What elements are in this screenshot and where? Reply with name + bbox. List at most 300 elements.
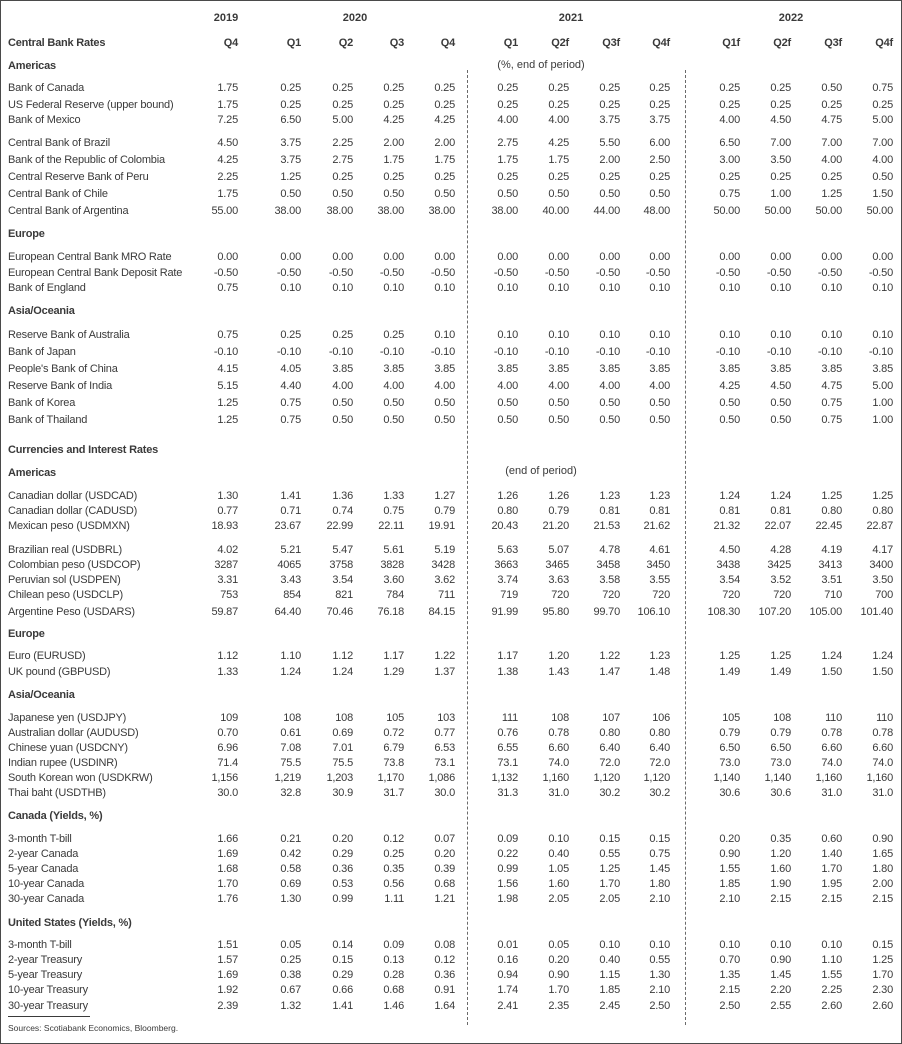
table-cell: 1.75 bbox=[217, 188, 238, 200]
table-row bbox=[0, 786, 902, 801]
table-cell: 1.23 bbox=[649, 490, 670, 502]
table-cell: 0.10 bbox=[649, 329, 670, 341]
table-cell: 0.69 bbox=[332, 727, 353, 739]
table-cell: 4.28 bbox=[770, 544, 791, 556]
table-cell: 1.69 bbox=[217, 969, 238, 981]
table-cell: 40.00 bbox=[542, 205, 569, 217]
table-cell: 0.80 bbox=[599, 727, 620, 739]
table-cell: -0.10 bbox=[868, 346, 893, 358]
table-cell: -0.10 bbox=[493, 346, 518, 358]
table-cell: 0.25 bbox=[383, 99, 404, 111]
table-cell: 4065 bbox=[277, 559, 301, 571]
table-cell: 0.13 bbox=[383, 954, 404, 966]
table-cell: 107.20 bbox=[758, 606, 791, 618]
section-header bbox=[0, 916, 902, 931]
table-cell: -0.50 bbox=[328, 267, 353, 279]
table-cell: 4.17 bbox=[872, 544, 893, 556]
table-cell: 3438 bbox=[716, 559, 740, 571]
table-cell: 108 bbox=[283, 712, 301, 724]
year-2022: 2022 bbox=[778, 12, 804, 24]
table-cell: 2.00 bbox=[434, 137, 455, 149]
table-cell: -0.10 bbox=[430, 346, 455, 358]
table-cell: 1.24 bbox=[719, 490, 740, 502]
table-cell: 0.78 bbox=[548, 727, 569, 739]
table-cell: 3.85 bbox=[770, 363, 791, 375]
table-cell: 0.50 bbox=[719, 414, 740, 426]
row-label: European Central Bank MRO Rate bbox=[8, 251, 172, 263]
table-cell: 0.25 bbox=[332, 99, 353, 111]
table-cell: 4.50 bbox=[719, 544, 740, 556]
table-cell: 0.75 bbox=[383, 505, 404, 517]
table-cell: 0.00 bbox=[383, 251, 404, 263]
section-label: Asia/Oceania bbox=[8, 689, 75, 701]
table-cell: 2.39 bbox=[217, 1000, 238, 1012]
table-cell: 30.0 bbox=[217, 787, 238, 799]
table-cell: 1.22 bbox=[599, 650, 620, 662]
table-cell: 0.00 bbox=[332, 251, 353, 263]
table-cell: 0.50 bbox=[383, 397, 404, 409]
table-cell: 0.56 bbox=[383, 878, 404, 890]
section-label: Canada (Yields, %) bbox=[8, 810, 103, 822]
table-cell: 0.25 bbox=[821, 171, 842, 183]
table-cell: 0.00 bbox=[649, 251, 670, 263]
table-cell: -0.50 bbox=[645, 267, 670, 279]
table-cell: 1.48 bbox=[649, 666, 670, 678]
table-cell: 50.00 bbox=[866, 205, 893, 217]
table-row bbox=[0, 665, 902, 680]
table-cell: 0.55 bbox=[599, 848, 620, 860]
table-cell: 0.25 bbox=[434, 82, 455, 94]
table-cell: 1.32 bbox=[280, 1000, 301, 1012]
table-cell: 0.25 bbox=[383, 848, 404, 860]
row-label: 2-year Canada bbox=[8, 848, 79, 860]
table-cell: 4.00 bbox=[821, 154, 842, 166]
table-row bbox=[0, 504, 902, 519]
table-cell: 5.47 bbox=[332, 544, 353, 556]
table-cell: 108 bbox=[551, 712, 569, 724]
table-cell: 1.41 bbox=[332, 1000, 353, 1012]
table-cell: 3.43 bbox=[280, 574, 301, 586]
table-cell: 0.50 bbox=[770, 414, 791, 426]
table-cell: 1,203 bbox=[326, 772, 353, 784]
table-cell: 0.25 bbox=[649, 171, 670, 183]
table-cell: 4.25 bbox=[217, 154, 238, 166]
table-cell: 0.15 bbox=[649, 833, 670, 845]
table-cell: 2.00 bbox=[599, 154, 620, 166]
table-cell: 0.25 bbox=[383, 82, 404, 94]
table-cell: 6.79 bbox=[383, 742, 404, 754]
table-cell: 2.60 bbox=[872, 1000, 893, 1012]
table-cell: 0.80 bbox=[497, 505, 518, 517]
table-cell: 2.30 bbox=[872, 984, 893, 996]
table-cell: 1,170 bbox=[377, 772, 404, 784]
row-label: Bank of the Republic of Colombia bbox=[8, 154, 165, 166]
quarter-header: Q1 bbox=[503, 37, 518, 49]
table-cell: 7.00 bbox=[872, 137, 893, 149]
table-cell: 1.75 bbox=[217, 82, 238, 94]
table-cell: 0.50 bbox=[497, 188, 518, 200]
table-cell: 0.76 bbox=[497, 727, 518, 739]
table-cell: 2.10 bbox=[649, 893, 670, 905]
table-cell: 19.91 bbox=[428, 520, 455, 532]
table-cell: 1,120 bbox=[643, 772, 670, 784]
table-cell: 0.20 bbox=[434, 848, 455, 860]
table-cell: 0.25 bbox=[770, 99, 791, 111]
table-cell: 0.35 bbox=[383, 863, 404, 875]
divider-2022 bbox=[685, 70, 686, 1025]
table-cell: 0.36 bbox=[332, 863, 353, 875]
table-cell: 0.74 bbox=[332, 505, 353, 517]
table-cell: -0.50 bbox=[276, 267, 301, 279]
table-row bbox=[0, 771, 902, 786]
table-row bbox=[0, 345, 902, 360]
table-cell: 3.51 bbox=[821, 574, 842, 586]
table-cell: 105 bbox=[386, 712, 404, 724]
table-cell: 1.76 bbox=[217, 893, 238, 905]
table-cell: 1.25 bbox=[217, 414, 238, 426]
row-label: 3-month T-bill bbox=[8, 939, 72, 951]
row-label: US Federal Reserve (upper bound) bbox=[8, 99, 174, 111]
table-cell: 2.20 bbox=[770, 984, 791, 996]
table-cell: 0.67 bbox=[280, 984, 301, 996]
table-cell: 3450 bbox=[646, 559, 670, 571]
table-row bbox=[0, 362, 902, 377]
table-cell: 0.94 bbox=[497, 969, 518, 981]
table-cell: 0.25 bbox=[821, 99, 842, 111]
table-cell: 75.5 bbox=[332, 757, 353, 769]
section-label: United States (Yields, %) bbox=[8, 917, 132, 929]
table-cell: 1.24 bbox=[821, 650, 842, 662]
table-cell: 0.81 bbox=[599, 505, 620, 517]
section-header bbox=[0, 227, 902, 242]
table-cell: 38.00 bbox=[377, 205, 404, 217]
table-cell: 0.15 bbox=[332, 954, 353, 966]
table-cell: 720 bbox=[722, 589, 740, 601]
table-cell: 0.00 bbox=[719, 251, 740, 263]
table-cell: 2.41 bbox=[497, 1000, 518, 1012]
table-cell: 0.50 bbox=[332, 397, 353, 409]
table-cell: 4.25 bbox=[434, 114, 455, 126]
table-cell: 4.25 bbox=[383, 114, 404, 126]
table-cell: 1.64 bbox=[434, 1000, 455, 1012]
table-cell: 1.47 bbox=[599, 666, 620, 678]
row-label: Euro (EURUSD) bbox=[8, 650, 86, 662]
table-cell: 1,140 bbox=[764, 772, 791, 784]
table-cell: 1.33 bbox=[383, 490, 404, 502]
table-cell: 0.00 bbox=[770, 251, 791, 263]
table-cell: 0.10 bbox=[599, 939, 620, 951]
table-cell: 0.50 bbox=[434, 188, 455, 200]
table-cell: 0.25 bbox=[719, 82, 740, 94]
table-cell: 3.75 bbox=[280, 154, 301, 166]
row-label: Australian dollar (AUDUSD) bbox=[8, 727, 139, 739]
table-cell: 4.50 bbox=[770, 380, 791, 392]
table-cell: 3.54 bbox=[719, 574, 740, 586]
table-cell: 1.65 bbox=[872, 848, 893, 860]
table-cell: -0.50 bbox=[544, 267, 569, 279]
table-cell: 1.29 bbox=[383, 666, 404, 678]
row-label: 30-year Canada bbox=[8, 893, 85, 905]
table-cell: 0.80 bbox=[649, 727, 670, 739]
table-cell: 1.50 bbox=[821, 666, 842, 678]
table-cell: 73.0 bbox=[770, 757, 791, 769]
table-cell: 23.67 bbox=[274, 520, 301, 532]
table-cell: 0.75 bbox=[872, 82, 893, 94]
table-cell: 0.05 bbox=[280, 939, 301, 951]
table-cell: 1.24 bbox=[770, 490, 791, 502]
row-label: Chinese yuan (USDCNY) bbox=[8, 742, 128, 754]
table-cell: 0.00 bbox=[280, 251, 301, 263]
table-cell: 0.10 bbox=[383, 282, 404, 294]
row-label: 5-year Treasury bbox=[8, 969, 83, 981]
table-cell: -0.10 bbox=[817, 346, 842, 358]
table-cell: 5.63 bbox=[497, 544, 518, 556]
table-cell: 30.0 bbox=[434, 787, 455, 799]
table-cell: 4.00 bbox=[434, 380, 455, 392]
table-cell: 0.79 bbox=[719, 727, 740, 739]
table-cell: 0.25 bbox=[599, 82, 620, 94]
row-label: Bank of Japan bbox=[8, 346, 76, 358]
table-cell: 22.45 bbox=[815, 520, 842, 532]
table-cell: 30.2 bbox=[649, 787, 670, 799]
table-cell: 5.19 bbox=[434, 544, 455, 556]
table-cell: 0.29 bbox=[332, 969, 353, 981]
table-cell: 0.78 bbox=[821, 727, 842, 739]
table-cell: 7.08 bbox=[280, 742, 301, 754]
table-cell: 1.50 bbox=[872, 188, 893, 200]
row-label: Mexican peso (USDMXN) bbox=[8, 520, 130, 532]
section-label: Europe bbox=[8, 228, 45, 240]
table-cell: 0.75 bbox=[217, 282, 238, 294]
table-cell: 4.00 bbox=[497, 114, 518, 126]
table-cell: 0.20 bbox=[548, 954, 569, 966]
table-cell: -0.10 bbox=[328, 346, 353, 358]
table-cell: 2.50 bbox=[719, 1000, 740, 1012]
table-cell: 1.45 bbox=[770, 969, 791, 981]
table-cell: 720 bbox=[602, 589, 620, 601]
table-cell: 0.91 bbox=[434, 984, 455, 996]
table-cell: 22.99 bbox=[326, 520, 353, 532]
section-label: Americas bbox=[8, 467, 56, 479]
table-cell: 0.12 bbox=[434, 954, 455, 966]
table-cell: 2.15 bbox=[821, 893, 842, 905]
table-cell: 0.70 bbox=[217, 727, 238, 739]
quarter-header: Q3f bbox=[824, 37, 842, 49]
table-row bbox=[0, 756, 902, 771]
table-row bbox=[0, 328, 902, 343]
table-cell: 1.68 bbox=[217, 863, 238, 875]
table-cell: 1.70 bbox=[548, 984, 569, 996]
table-cell: 0.25 bbox=[649, 99, 670, 111]
table-cell: 31.0 bbox=[821, 787, 842, 799]
table-cell: 0.25 bbox=[719, 99, 740, 111]
table-cell: 1,156 bbox=[211, 772, 238, 784]
table-cell: 0.72 bbox=[383, 727, 404, 739]
table-cell: 0.36 bbox=[434, 969, 455, 981]
table-cell: 1.46 bbox=[383, 1000, 404, 1012]
table-cell: 0.79 bbox=[770, 727, 791, 739]
table-cell: 3.85 bbox=[497, 363, 518, 375]
table-cell: 3.85 bbox=[383, 363, 404, 375]
table-cell: 1.23 bbox=[599, 490, 620, 502]
row-label: 30-year Treasury bbox=[8, 1000, 88, 1012]
table-cell: 0.10 bbox=[497, 329, 518, 341]
table-cell: 0.25 bbox=[599, 99, 620, 111]
table-cell: 0.15 bbox=[599, 833, 620, 845]
table-cell: 1.75 bbox=[548, 154, 569, 166]
table-cell: 75.5 bbox=[280, 757, 301, 769]
table-cell: 6.40 bbox=[649, 742, 670, 754]
table-cell: 753 bbox=[220, 589, 238, 601]
table-cell: 0.75 bbox=[649, 848, 670, 860]
table-cell: 1.40 bbox=[821, 848, 842, 860]
section-label: Asia/Oceania bbox=[8, 305, 75, 317]
table-cell: 6.50 bbox=[280, 114, 301, 126]
year-2019: 2019 bbox=[213, 12, 239, 24]
table-cell: 1.21 bbox=[434, 893, 455, 905]
table-cell: 6.96 bbox=[217, 742, 238, 754]
table-cell: -0.50 bbox=[868, 267, 893, 279]
table-cell: 50.00 bbox=[815, 205, 842, 217]
table-cell: 48.00 bbox=[643, 205, 670, 217]
table-cell: 3413 bbox=[818, 559, 842, 571]
table-cell: 74.0 bbox=[872, 757, 893, 769]
table-cell: 3.85 bbox=[821, 363, 842, 375]
table-cell: 0.25 bbox=[649, 82, 670, 94]
table-cell: 4.78 bbox=[599, 544, 620, 556]
table-cell: 103 bbox=[437, 712, 455, 724]
table-cell: 3.62 bbox=[434, 574, 455, 586]
table-cell: 1.57 bbox=[217, 954, 238, 966]
units-rates: (%, end of period) bbox=[497, 59, 585, 71]
table-cell: 0.40 bbox=[548, 848, 569, 860]
table-cell: 1.11 bbox=[384, 893, 404, 905]
table-cell: 0.50 bbox=[434, 414, 455, 426]
table-cell: 3400 bbox=[869, 559, 893, 571]
table-cell: 1.20 bbox=[548, 650, 569, 662]
table-cell: 1.22 bbox=[434, 650, 455, 662]
table-row bbox=[0, 153, 902, 168]
table-cell: 0.50 bbox=[599, 188, 620, 200]
table-cell: 0.50 bbox=[497, 414, 518, 426]
table-cell: 3.00 bbox=[719, 154, 740, 166]
row-label: Canadian dollar (CADUSD) bbox=[8, 505, 138, 517]
table-row bbox=[0, 266, 902, 281]
table-row bbox=[0, 379, 902, 394]
table-cell: 3.58 bbox=[599, 574, 620, 586]
table-cell: 0.55 bbox=[649, 954, 670, 966]
table-cell: 1.45 bbox=[649, 863, 670, 875]
row-label: 10-year Canada bbox=[8, 878, 85, 890]
table-cell: 821 bbox=[335, 589, 353, 601]
table-cell: 21.53 bbox=[593, 520, 620, 532]
table-cell: 2.25 bbox=[821, 984, 842, 996]
table-cell: 0.99 bbox=[332, 893, 353, 905]
table-cell: 3.85 bbox=[434, 363, 455, 375]
section-label: Europe bbox=[8, 628, 45, 640]
table-cell: 6.50 bbox=[770, 742, 791, 754]
table-cell: 0.01 bbox=[497, 939, 518, 951]
table-row bbox=[0, 649, 902, 664]
table-cell: 1.51 bbox=[217, 939, 238, 951]
table-cell: 720 bbox=[652, 589, 670, 601]
table-cell: 0.90 bbox=[548, 969, 569, 981]
table-cell: 38.00 bbox=[428, 205, 455, 217]
table-cell: 84.15 bbox=[428, 606, 455, 618]
table-cell: 2.25 bbox=[217, 171, 238, 183]
table-cell: 2.50 bbox=[649, 1000, 670, 1012]
table-cell: 4.15 bbox=[217, 363, 238, 375]
table-cell: 30.6 bbox=[719, 787, 740, 799]
row-label: Indian rupee (USDINR) bbox=[8, 757, 118, 769]
table-cell: 0.50 bbox=[434, 397, 455, 409]
table-cell: 70.46 bbox=[326, 606, 353, 618]
table-cell: 0.81 bbox=[649, 505, 670, 517]
table-cell: 1.25 bbox=[821, 490, 842, 502]
table-cell: 720 bbox=[773, 589, 791, 601]
table-cell: 0.81 bbox=[719, 505, 740, 517]
table-cell: 2.75 bbox=[332, 154, 353, 166]
table-cell: 1.25 bbox=[872, 954, 893, 966]
table-cell: 73.1 bbox=[434, 757, 455, 769]
row-label: Peruvian sol (USDPEN) bbox=[8, 574, 121, 586]
table-cell: 105.00 bbox=[809, 606, 842, 618]
table-cell: 1.60 bbox=[548, 878, 569, 890]
table-cell: 6.40 bbox=[599, 742, 620, 754]
table-cell: -0.10 bbox=[544, 346, 569, 358]
table-cell: -0.10 bbox=[645, 346, 670, 358]
table-cell: 2.75 bbox=[497, 137, 518, 149]
table-cell: 1.30 bbox=[217, 490, 238, 502]
table-cell: 0.25 bbox=[332, 82, 353, 94]
table-cell: 4.25 bbox=[548, 137, 569, 149]
table-cell: 3.31 bbox=[217, 574, 238, 586]
table-cell: 0.20 bbox=[719, 833, 740, 845]
table-cell: 1.25 bbox=[770, 650, 791, 662]
section-header bbox=[0, 809, 902, 824]
table-cell: 6.60 bbox=[548, 742, 569, 754]
table-cell: 1.98 bbox=[497, 893, 518, 905]
table-cell: 2.15 bbox=[770, 893, 791, 905]
table-cell: 21.62 bbox=[643, 520, 670, 532]
table-cell: 3287 bbox=[214, 559, 238, 571]
table-cell: 0.25 bbox=[280, 954, 301, 966]
table-cell: -0.10 bbox=[766, 346, 791, 358]
table-cell: 3.50 bbox=[872, 574, 893, 586]
table-cell: 710 bbox=[824, 589, 842, 601]
table-cell: 3.85 bbox=[719, 363, 740, 375]
table-cell: 0.25 bbox=[280, 82, 301, 94]
table-cell: 1.10 bbox=[821, 954, 842, 966]
table-cell: 105 bbox=[722, 712, 740, 724]
table-cell: 2.05 bbox=[548, 893, 569, 905]
table-cell: 4.19 bbox=[821, 544, 842, 556]
table-cell: 0.58 bbox=[280, 863, 301, 875]
table-cell: 0.10 bbox=[770, 939, 791, 951]
table-cell: 3458 bbox=[596, 559, 620, 571]
section-header bbox=[0, 627, 902, 642]
table-cell: 1.25 bbox=[719, 650, 740, 662]
section-label: Currencies and Interest Rates bbox=[8, 444, 159, 456]
quarter-header: Q1 bbox=[286, 37, 301, 49]
table-cell: 0.50 bbox=[280, 188, 301, 200]
table-cell: 1.49 bbox=[770, 666, 791, 678]
table-cell: 31.0 bbox=[872, 787, 893, 799]
table-cell: 3.75 bbox=[649, 114, 670, 126]
table-cell: 0.50 bbox=[821, 82, 842, 94]
table-cell: 1.38 bbox=[497, 666, 518, 678]
table-cell: 0.10 bbox=[821, 329, 842, 341]
